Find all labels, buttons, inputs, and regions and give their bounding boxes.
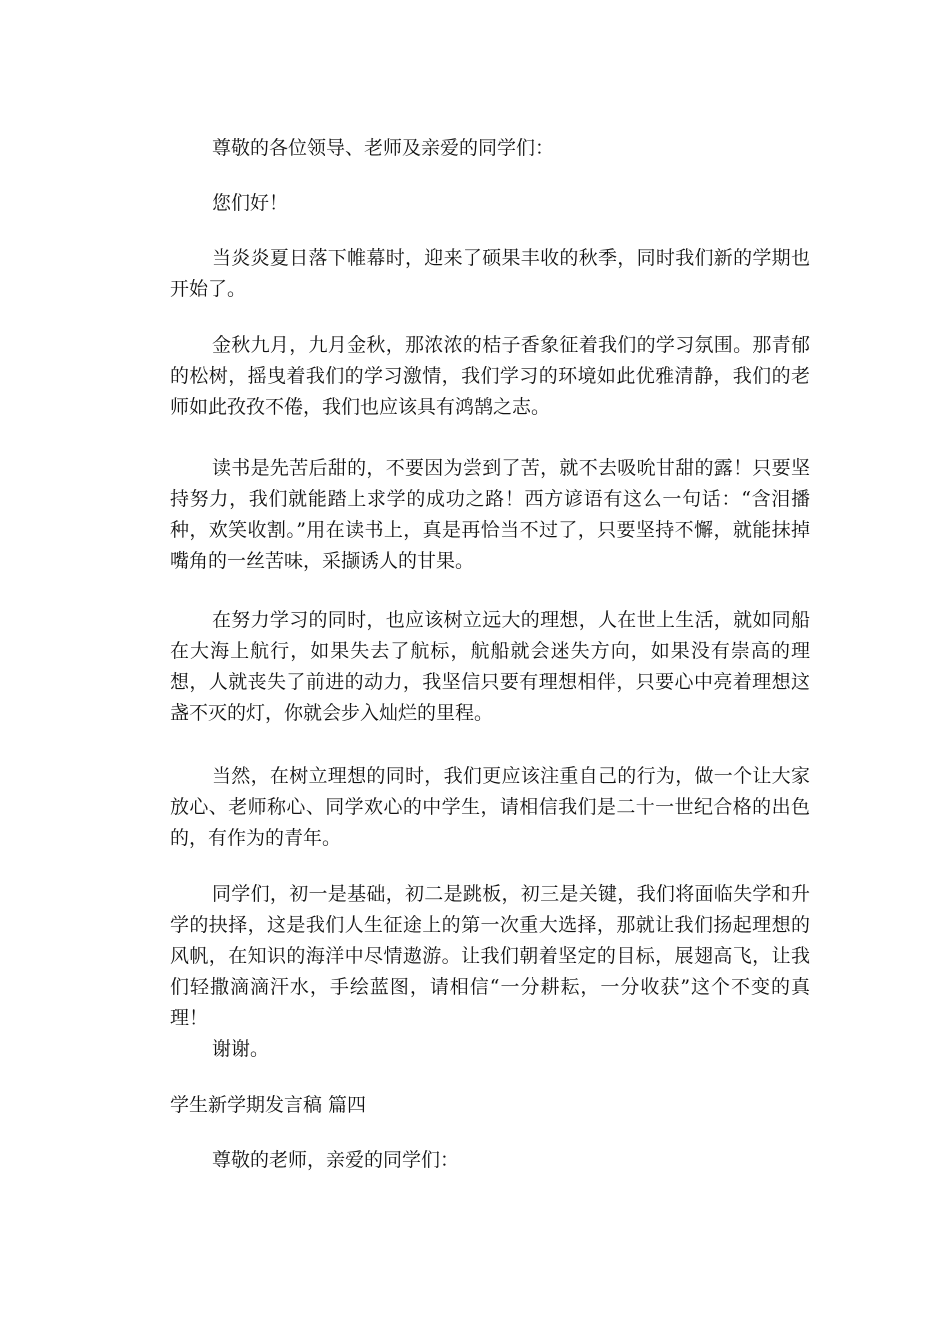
body-paragraph-4: 在努力学习的同时，也应该树立远大的理想，人在世上生活，就如同船在大海上航行，如果失去了航标，航船就会迷失方向，如果没有崇高的理想，人就丧失了前进的动力，我坚信只要有理想相伴，只要心中亮着理想这盏不灭的灯，你就会步入灿烂的里程。: [170, 609, 810, 724]
body-paragraph-1: 当炎炎夏日落下帷幕时，迎来了硕果丰收的秋季，同时我们新的学期也开始了。: [170, 247, 810, 300]
closing-salutation: 尊敬的老师，亲爱的同学们：: [212, 1149, 460, 1171]
body-paragraph-2: 金秋九月，九月金秋，那浓浓的桔子香象征着我们的学习氛围。那青郁的松树，摇曳着我们的学习激情，我们学习的环境如此优雅清静，我们的老师如此孜孜不倦，我们也应该具有鸿鹄之志。: [170, 334, 810, 418]
body-paragraph-5: 当然，在树立理想的同时，我们更应该注重自己的行为，做一个让大家放心、老师称心、同学欢心的中学生，请相信我们是二十一世纪合格的出色的，有作为的青年。: [170, 765, 810, 849]
section-title: 学生新学期发言稿 篇四: [170, 1094, 367, 1116]
greeting-paragraph: 您们好！: [212, 192, 289, 214]
salutation-paragraph: 尊敬的各位领导、老师及亲爱的同学们：: [212, 137, 555, 159]
body-paragraph-6: 同学们，初一是基础，初二是跳板，初三是关键，我们将面临失学和升学的抉择，这是我们人生征途上的第一次重大选择，那就让我们扬起理想的风帆，在知识的海洋中尽情遨游。让我们朝着坚定的目标，展翅高飞，让我们轻撒滴滴汗水，手绘蓝图，请相信“一分耕耘，一分收获”这个不变的真理！: [170, 883, 810, 1029]
thanks-paragraph: 谢谢。: [212, 1038, 270, 1060]
body-paragraph-3: 读书是先苦后甜的，不要因为尝到了苦，就不去吸吮甘甜的露！只要坚持努力，我们就能踏上求学的成功之路！西方谚语有这么一句话：“含泪播种，欢笑收割。”用在读书上，真是再恰当不过了，只要坚持不懈，就能抹掉嘴角的一丝苦味，采撷诱人的甘果。: [170, 457, 810, 572]
